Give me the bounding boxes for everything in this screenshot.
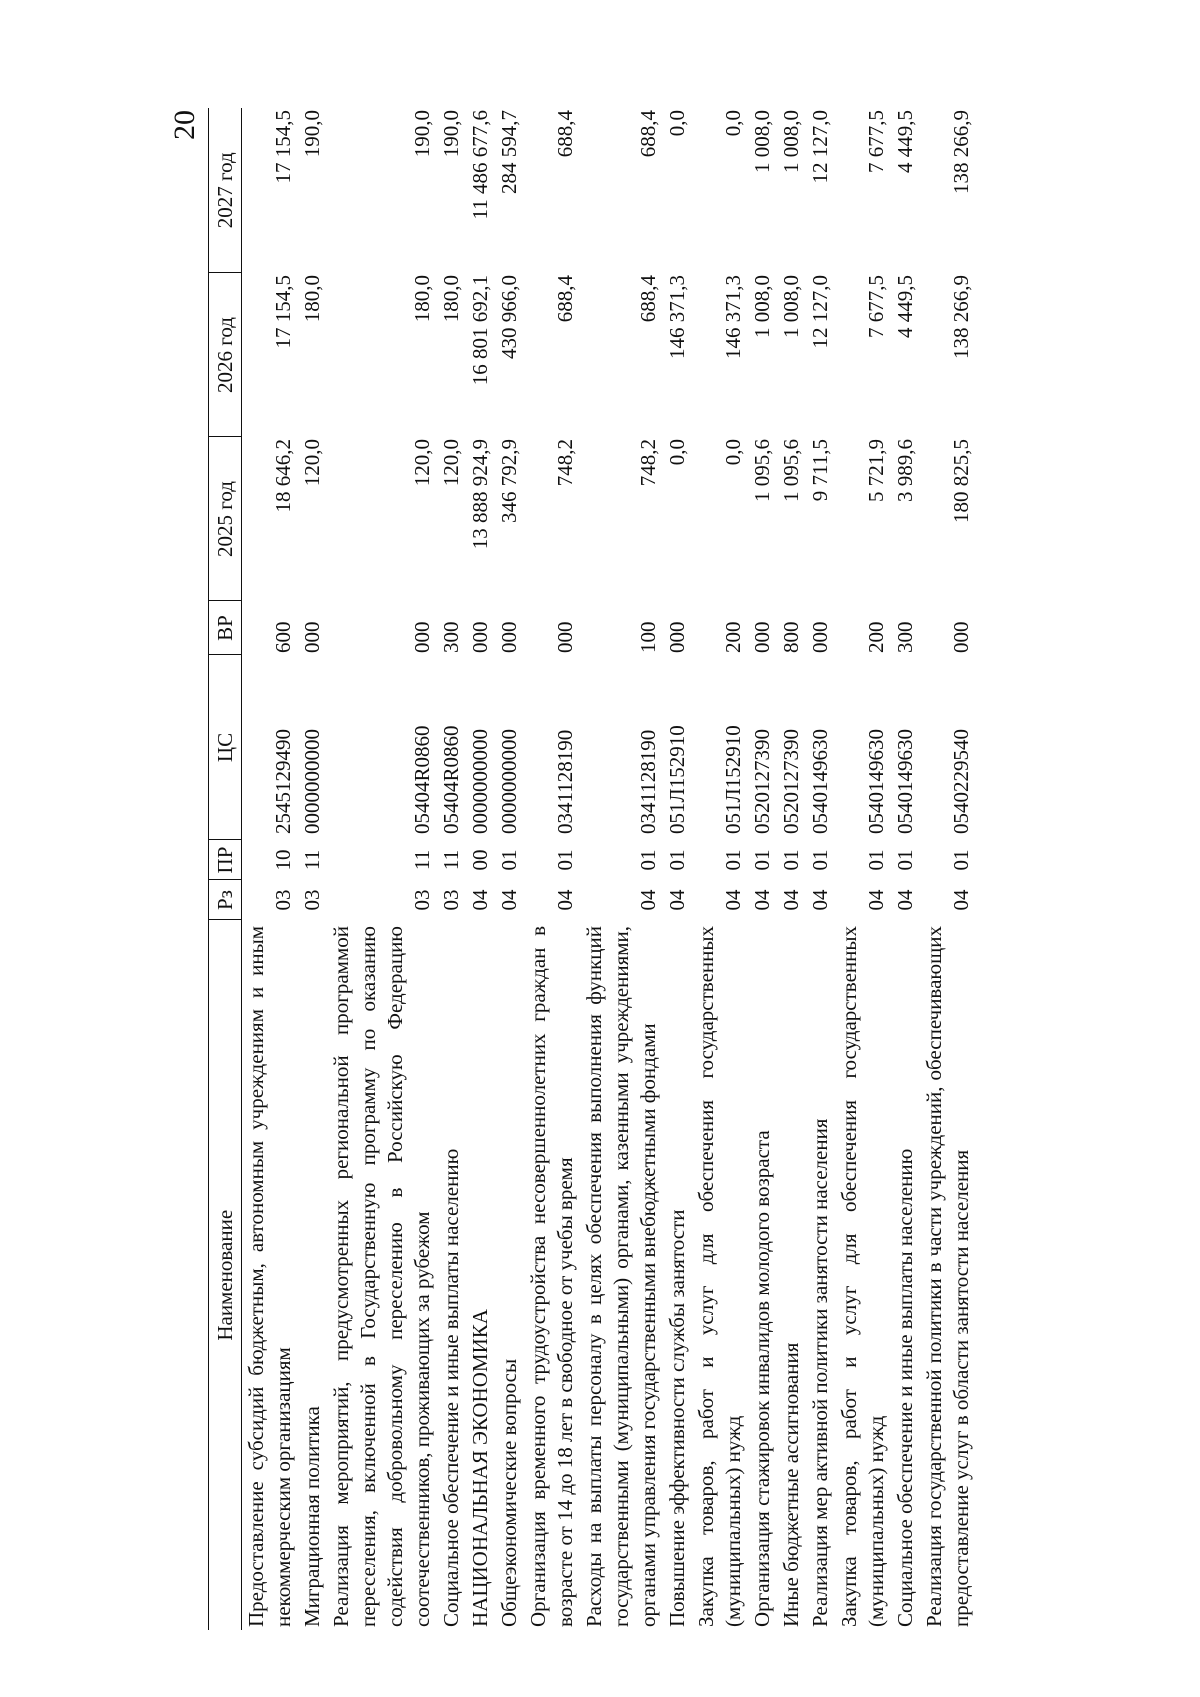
row-name: Реализация мер активной политики занятости населения (808, 1118, 832, 1627)
row-rz: 04 (864, 889, 888, 911)
table-row (692, 108, 748, 1630)
row-name: Общеэкономические вопросы (497, 1358, 521, 1627)
row-value-2025: 1 095,6 (779, 439, 803, 502)
row-pr: 01 (893, 849, 917, 871)
row-rz: 04 (636, 889, 660, 911)
row-vr: 600 (271, 621, 295, 653)
row-rz: 03 (410, 889, 434, 911)
row-value-2025: 120,0 (410, 439, 434, 487)
row-value-2025: 3 989,6 (893, 439, 917, 502)
table-row (777, 108, 806, 1630)
row-rz: 03 (439, 889, 463, 911)
row-vr: 000 (808, 621, 832, 653)
row-pr: 01 (808, 849, 832, 871)
row-rz: 04 (721, 889, 745, 911)
row-name: Закупка товаров, работ и услуг для обеспечения государственных (муниципальных) нужд (694, 926, 745, 1627)
row-value-2027: 284 594,7 (497, 110, 521, 194)
row-value-2026: 180,0 (300, 275, 324, 323)
row-cs: 051Л152910 (665, 725, 689, 834)
row-vr: 000 (553, 621, 577, 653)
row-name: Расходы на выплаты персоналу в целях обеспечения выполнения функций государственными (муниципальными) органами, казенными учреждениями, органами управления государственными внебюджетными фондами (582, 926, 660, 1627)
row-rz: 04 (468, 889, 492, 911)
row-value-2025: 0,0 (721, 439, 745, 466)
row-pr: 11 (300, 849, 324, 871)
row-cs: 0520127390 (750, 729, 774, 834)
header-rz: Рз (209, 880, 242, 920)
row-value-2025: 1 095,6 (750, 439, 774, 502)
row-pr: 01 (553, 849, 577, 871)
row-value-2025: 120,0 (439, 439, 463, 487)
row-value-2027: 17 154,5 (271, 110, 295, 184)
row-value-2026: 138 266,9 (949, 275, 973, 359)
row-name: Предоставление субсидий бюджетным, автономным учреждениям и иным некоммерческим организациям (244, 926, 295, 1627)
row-pr: 01 (750, 849, 774, 871)
row-cs: 0000000000 (300, 729, 324, 834)
row-value-2025: 346 792,9 (497, 439, 521, 523)
row-pr: 01 (721, 849, 745, 871)
row-cs: 0520127390 (779, 729, 803, 834)
row-value-2027: 0,0 (665, 110, 689, 137)
row-name: Миграционная политика (300, 1406, 324, 1627)
header-2027: 2027 год (209, 108, 242, 273)
row-vr: 000 (949, 621, 973, 653)
row-value-2027: 190,0 (300, 110, 324, 158)
row-value-2026: 12 127,0 (808, 275, 832, 349)
row-cs: 0540149630 (864, 729, 888, 834)
row-cs: 0540229540 (949, 729, 973, 834)
row-name: Реализация мероприятий, предусмотренных региональной программой переселения, включенной в Государственную программу по оказанию содействия добровольному переселению в Российскую Федерацию соотечественников, проживающих за рубежом (329, 926, 434, 1627)
page-number: 20 (168, 110, 201, 140)
table-row (298, 108, 327, 1630)
row-value-2026: 180,0 (439, 275, 463, 323)
row-value-2026: 16 801 692,1 (468, 275, 492, 386)
row-vr: 000 (468, 621, 492, 653)
row-name: НАЦИОНАЛЬНАЯ ЭКОНОМИКА (468, 1309, 492, 1627)
row-pr: 01 (949, 849, 973, 871)
row-value-2027: 1 008,0 (750, 110, 774, 173)
row-cs: 05404R0860 (439, 725, 463, 834)
table-row (891, 108, 920, 1630)
table-body (242, 108, 977, 1630)
row-vr: 300 (439, 621, 463, 653)
row-value-2025: 9 711,5 (808, 439, 832, 502)
row-rz: 04 (750, 889, 774, 911)
header-name: Наименование (209, 920, 242, 1630)
row-value-2027: 190,0 (410, 110, 434, 158)
row-pr: 01 (497, 849, 521, 871)
row-value-2026: 7 677,5 (864, 275, 888, 338)
row-value-2026: 1 008,0 (779, 275, 803, 338)
row-value-2027: 11 486 677,6 (468, 110, 492, 220)
row-pr: 11 (410, 849, 434, 871)
row-value-2025: 18 646,2 (271, 439, 295, 513)
row-value-2025: 120,0 (300, 439, 324, 487)
table-row (495, 108, 524, 1630)
row-value-2027: 688,4 (636, 110, 660, 158)
table-row (748, 108, 777, 1630)
row-value-2026: 146 371,3 (665, 275, 689, 359)
budget-table (208, 108, 976, 1630)
row-vr: 000 (497, 621, 521, 653)
row-cs: 051Л152910 (721, 725, 745, 834)
row-vr: 200 (721, 621, 745, 653)
row-value-2025: 13 888 924,9 (468, 439, 492, 550)
row-rz: 03 (300, 889, 324, 911)
row-pr: 01 (779, 849, 803, 871)
row-name: Социальное обеспечение и иные выплаты населению (439, 1148, 463, 1627)
table-row (242, 108, 299, 1630)
row-pr: 01 (636, 849, 660, 871)
header-2026: 2026 год (209, 273, 242, 437)
row-pr: 01 (665, 849, 689, 871)
row-name: Реализация государственной политики в части учреждений, обеспечивающих предоставление услуг в области занятости населения (922, 926, 973, 1627)
table-row (663, 108, 692, 1630)
row-name: Закупка товаров, работ и услуг для обеспечения государственных (муниципальных) нужд (837, 926, 888, 1627)
row-name: Организация временного трудоустройства несовершеннолетних граждан в возрасте от 14 до 18 лет в свободное от учебы время (526, 926, 577, 1627)
row-value-2026: 180,0 (410, 275, 434, 323)
table-row (466, 108, 495, 1630)
row-rz: 04 (779, 889, 803, 911)
header-cs: ЦС (209, 655, 242, 840)
table-row (920, 108, 976, 1630)
table-row (437, 108, 466, 1630)
row-vr: 000 (665, 621, 689, 653)
row-value-2027: 12 127,0 (808, 110, 832, 184)
row-cs: 0341128190 (553, 729, 577, 834)
table-row (327, 108, 437, 1630)
row-value-2025: 5 721,9 (864, 439, 888, 502)
row-value-2027: 7 677,5 (864, 110, 888, 173)
header-pr: ПР (209, 840, 242, 880)
row-rz: 04 (665, 889, 689, 911)
row-vr: 000 (410, 621, 434, 653)
table-header-row (209, 108, 242, 1630)
row-value-2025: 180 825,5 (949, 439, 973, 523)
row-vr: 000 (300, 621, 324, 653)
row-value-2026: 17 154,5 (271, 275, 295, 349)
row-cs: 0341128190 (636, 729, 660, 834)
row-pr: 11 (439, 849, 463, 871)
row-name: Повышение эффективности службы занятости (665, 1209, 689, 1627)
row-cs: 05404R0860 (410, 725, 434, 834)
row-name: Организация стажировок инвалидов молодого возраста (750, 1130, 774, 1627)
row-name: Иные бюджетные ассигнования (779, 1342, 803, 1627)
row-vr: 000 (750, 621, 774, 653)
row-vr: 200 (864, 621, 888, 653)
row-pr: 10 (271, 849, 295, 871)
row-rz: 04 (497, 889, 521, 911)
row-pr: 01 (864, 849, 888, 871)
row-cs: 0000000000 (468, 729, 492, 834)
row-value-2026: 1 008,0 (750, 275, 774, 338)
row-name: Социальное обеспечение и иные выплаты населению (893, 1148, 917, 1627)
row-cs: 2545129490 (271, 729, 295, 834)
row-rz: 04 (893, 889, 917, 911)
row-value-2027: 138 266,9 (949, 110, 973, 194)
row-vr: 100 (636, 621, 660, 653)
row-rz: 04 (553, 889, 577, 911)
row-cs: 0000000000 (497, 729, 521, 834)
header-vr: ВР (209, 601, 242, 655)
row-vr: 800 (779, 621, 803, 653)
row-value-2026: 146 371,3 (721, 275, 745, 359)
row-value-2027: 190,0 (439, 110, 463, 158)
row-value-2027: 0,0 (721, 110, 745, 137)
row-rz: 04 (949, 889, 973, 911)
row-value-2026: 4 449,5 (893, 275, 917, 338)
row-value-2025: 0,0 (665, 439, 689, 466)
row-vr: 300 (893, 621, 917, 653)
table-row (524, 108, 580, 1630)
table-row (835, 108, 891, 1630)
row-pr: 00 (468, 849, 492, 871)
row-value-2026: 688,4 (553, 275, 577, 323)
header-2025: 2025 год (209, 437, 242, 601)
row-value-2026: 688,4 (636, 275, 660, 323)
row-cs: 0540149630 (808, 729, 832, 834)
landscape-sheet (160, 90, 1170, 1630)
table-row (806, 108, 835, 1630)
row-rz: 04 (808, 889, 832, 911)
row-value-2027: 1 008,0 (779, 110, 803, 173)
row-value-2025: 748,2 (553, 439, 577, 487)
row-cs: 0540149630 (893, 729, 917, 834)
table-row (580, 108, 663, 1630)
row-value-2027: 688,4 (553, 110, 577, 158)
row-rz: 03 (271, 889, 295, 911)
row-value-2026: 430 966,0 (497, 275, 521, 359)
row-value-2027: 4 449,5 (893, 110, 917, 173)
row-value-2025: 748,2 (636, 439, 660, 487)
